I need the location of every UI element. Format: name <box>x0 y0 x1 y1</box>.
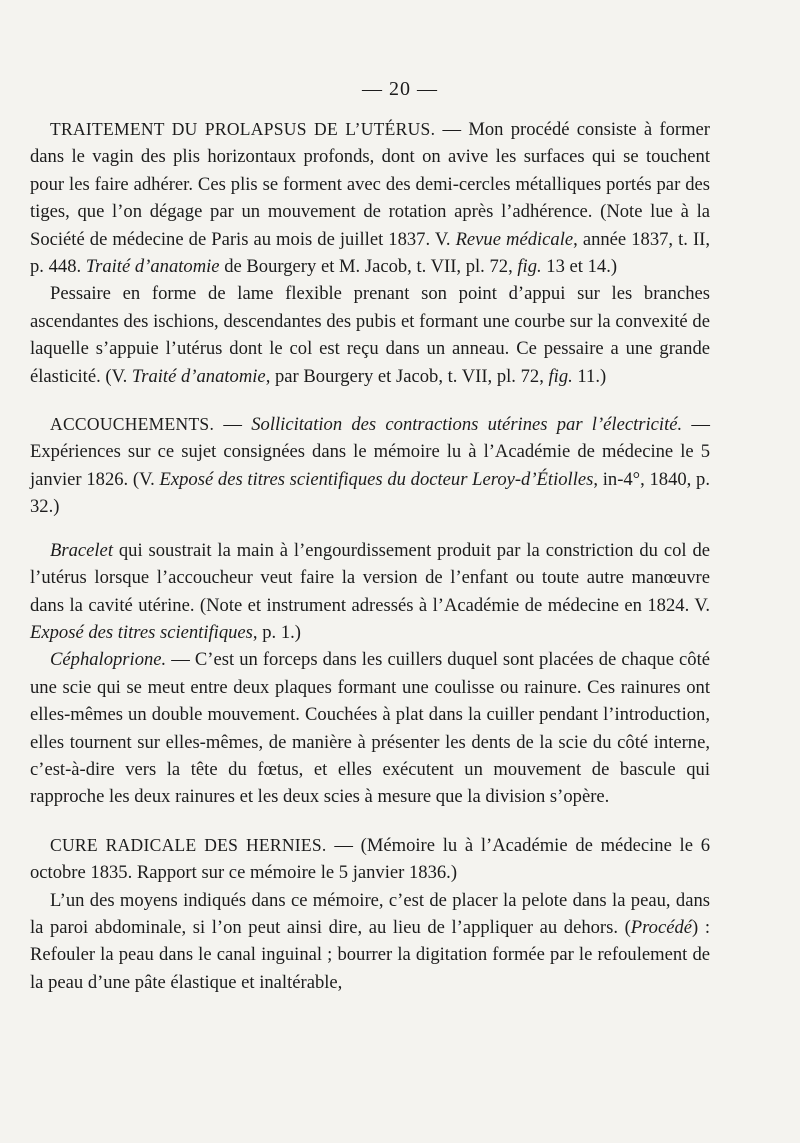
page-number: — 20 — <box>362 78 438 100</box>
italic-text: Revue médicale <box>455 228 574 250</box>
text: , année 1837, t. II, p. 448. <box>30 228 710 278</box>
text: ) : Refouler la peau dans le canal inguinal ; bourrer la digitation formée par le refoulement de la peau d’une pâte élastique et inaltérable, <box>30 916 710 993</box>
text: 13 et 14.) <box>541 256 618 278</box>
paragraph-pelote <box>30 887 710 997</box>
italic-text: fig. <box>548 365 573 387</box>
paragraph-prolapsus <box>30 116 710 280</box>
text: L’un des moyens indiqués dans ce mémoire, c’est de placer la pelote dans la peau, dans la paroi abdominale, si l’on peut ainsi dire, au lieu de l’appliquer au dehors. ( <box>30 889 710 938</box>
body-text <box>30 116 710 996</box>
paragraph-pessaire <box>30 280 710 390</box>
text: 11.) <box>572 365 607 387</box>
italic-text: Procédé <box>630 916 693 938</box>
text: — <box>214 414 252 436</box>
italic-text: Exposé des titres scientifiques du docteur Leroy-d’Étiolles <box>159 468 594 490</box>
text: , in-4°, 1840, p. 32.) <box>30 468 710 518</box>
italic-text: Bracelet <box>50 539 113 561</box>
text: — (Mémoire lu à l’Académie de médecine le 6 octobre 1835. Rapport sur ce mémoire le 5 janvier 1836.) <box>30 834 710 884</box>
italic-text: Traité d’anatomie <box>85 256 220 278</box>
text: , par Bourgery et Jacob, t. VII, pl. 72, <box>265 365 549 387</box>
italic-text: Traité d’anatomie <box>131 365 266 387</box>
text: de Bourgery et M. Jacob, t. VII, pl. 72, <box>219 256 518 278</box>
text: — Expériences sur ce sujet consignées dans le mémoire lu à l’Académie de médecine le 5 janvier 1826. (V. <box>30 414 710 490</box>
text: — C’est un forceps dans les cuillers duquel sont placées de chaque côté une scie qui se meut entre deux plaques formant une coulisse ou rainure. Ces rainures ont elles-mêmes un double mouvement. Couchées à plat dans la cuiller pendant l’introduction, elles tournent sur elles-mêmes, de manière à présenter les dents de la scie du côté interne, c’est-à-dire vers la tête du fœtus, et elles exécutent un mouvement de bascule qui rapproche les deux rainures et les deux scies à mesure que la division s’opère. <box>30 649 710 808</box>
text: — Mon procédé consiste à former dans le vagin des plis horizontaux profonds, dont on avive les surfaces qui se touchent pour les faire adhérer. Ces plis se forment avec des demi-cercles métalliques portés par des tiges, que l’on dégage par un mouvement de rotation après l’adhérence. (Note lue à la Société de médecine de Paris au mois de juillet 1837. V. <box>30 119 710 250</box>
paragraph-accouchements <box>30 411 710 521</box>
section-heading-accouchements: ACCOUCHEMENTS. <box>50 414 215 435</box>
italic-text: Céphaloprione. <box>50 649 167 671</box>
text: , p. 1.) <box>252 621 301 643</box>
text: Pessaire en forme de lame flexible prenant son point d’appui sur les branches ascendantes des ischions, descendantes des pubis et formant une courbe sur la convexité de laquelle s’appuie l’utérus dont le col est reçu dans un anneau. Ce pessaire a une grande élasticité. (V. <box>30 283 710 387</box>
text: qui soustrait la main à l’engourdissement produit par la constriction du col de l’utérus lorsque l’accoucheur veut faire la version de l’enfant ou toute autre manœuvre dans la cavité utérine. (Note et instrument adressés à l’Académie de médecine en 1824. V. <box>30 539 710 616</box>
section-heading-prolapsus: TRAITEMENT DU PROLAPSUS DE L’UTÉRUS. <box>50 119 436 139</box>
italic-text: Sollicitation des contractions utérines par l’électricité. <box>251 414 683 436</box>
paragraph-hernies <box>30 832 710 887</box>
section-heading-hernies: CURE RADICALE DES HERNIES. <box>50 834 327 855</box>
italic-text: Exposé des titres scientifiques <box>30 621 253 643</box>
italic-text: fig. <box>517 256 542 278</box>
paragraph-cephaloprione <box>30 646 710 810</box>
paragraph-bracelet <box>30 537 710 647</box>
